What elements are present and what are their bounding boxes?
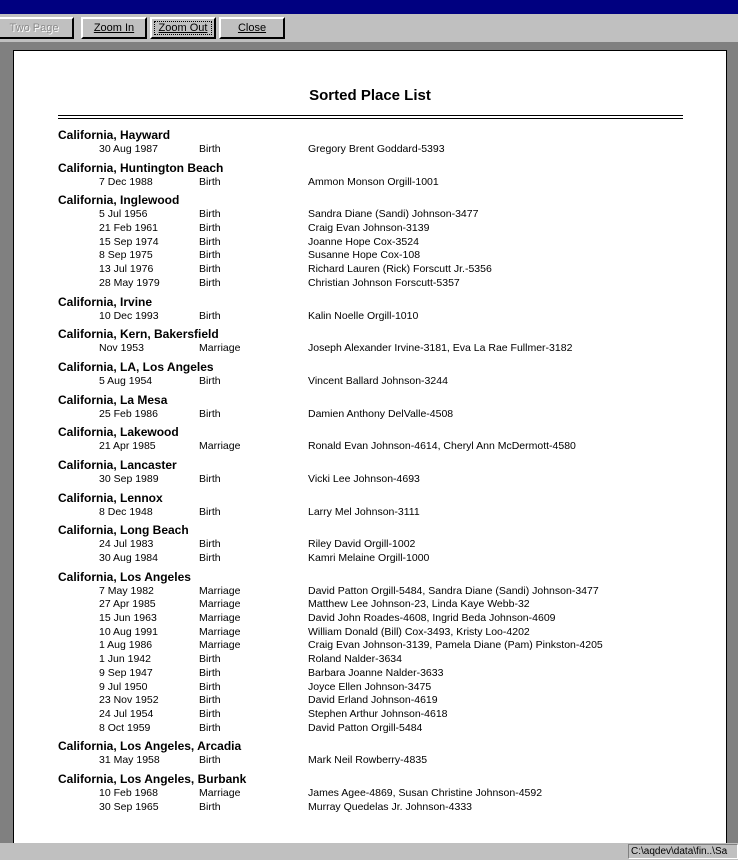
event-names: Gregory Brent Goddard-5393: [308, 143, 445, 155]
event-row: [58, 639, 708, 653]
event-row: [58, 681, 708, 695]
event-date: 10 Feb 1968: [99, 786, 158, 799]
event-names: Mark Neil Rowberry-4835: [308, 754, 428, 767]
zoom-out-button-label: Zoom Out: [158, 22, 208, 34]
page-title: Sorted Place List: [309, 87, 431, 104]
event-date: 30 Aug 1987: [99, 143, 158, 155]
event-names: Ronald Evan Johnson-4614, Cheryl Ann McDermott-4580: [308, 440, 576, 453]
event-date: 24 Jul 1983: [99, 538, 154, 551]
event-names: Roland Nalder-3634: [308, 653, 402, 666]
event-type: Marriage: [199, 612, 241, 625]
event-row: [58, 667, 708, 681]
two-page-button[interactable]: [0, 17, 74, 39]
event-row: [58, 222, 708, 236]
place-heading: California, Huntington Beach: [58, 160, 224, 175]
place-heading: California, Hayward: [58, 128, 171, 142]
place-group: [58, 569, 708, 736]
event-row: [58, 208, 708, 222]
event-type: Birth: [199, 472, 221, 485]
event-row: [58, 249, 708, 263]
event-names: David Patton Orgill-5484: [308, 721, 423, 734]
event-names: David Erland Johnson-4619: [308, 694, 438, 707]
event-date: 21 Apr 1985: [99, 440, 156, 453]
event-names: Craig Evan Johnson-3139, Pamela Diane (Pam) Pinkston-4205: [308, 639, 603, 652]
event-type: Marriage: [199, 598, 241, 611]
event-date: 27 Apr 1985: [99, 598, 156, 611]
place-heading: California, Inglewood: [58, 193, 180, 208]
event-type: Birth: [199, 407, 221, 420]
place-heading: California, Irvine: [58, 294, 153, 309]
place-group: [58, 294, 708, 324]
event-date: 9 Jul 1950: [99, 680, 148, 693]
event-date: 21 Feb 1961: [99, 222, 158, 235]
place-heading: California, Lakewood: [58, 425, 179, 440]
event-names: Riley David Orgill-1002: [308, 538, 416, 551]
event-type: Marriage: [199, 625, 241, 638]
event-type: Marriage: [199, 639, 241, 652]
event-date: 5 Jul 1956: [99, 208, 148, 221]
event-date: 8 Sep 1975: [99, 249, 153, 262]
event-date: 31 May 1958: [99, 754, 160, 767]
event-date: 8 Oct 1959: [99, 721, 151, 734]
event-date: 24 Jul 1954: [99, 707, 154, 720]
event-names: David John Roades-4608, Ingrid Beda Johnson-4609: [308, 612, 556, 625]
event-names: Craig Evan Johnson-3139: [308, 222, 430, 235]
event-names: James Agee-4869, Susan Christine Johnson-4592: [308, 786, 543, 799]
place-heading: California, Long Beach: [58, 523, 189, 538]
event-row: [58, 310, 708, 324]
event-row: [58, 342, 708, 356]
report-page[interactable]: [13, 50, 727, 852]
event-date: 5 Aug 1954: [99, 374, 153, 387]
event-names: David Patton Orgill-5484, Sandra Diane (Sandi) Johnson-3477: [308, 584, 599, 597]
close-button-label: Close: [237, 22, 267, 34]
two-page-button-label: Two Page: [9, 22, 59, 34]
event-date: 28 May 1979: [99, 276, 160, 289]
place-group: [58, 392, 708, 422]
event-date: 8 Dec 1948: [99, 505, 153, 518]
event-row: [58, 787, 708, 801]
event-row: [58, 375, 708, 389]
event-type: Birth: [199, 235, 221, 248]
place-group: [58, 192, 708, 290]
event-type: Marriage: [199, 342, 241, 355]
event-row: [58, 552, 708, 566]
close-button[interactable]: [219, 17, 285, 39]
zoom-out-button[interactable]: [150, 17, 216, 39]
event-names: Murray Quedelas Jr. Johnson-4333: [308, 800, 473, 813]
event-names: Joseph Alexander Irvine-3181, Eva La Rae Fullmer-3182: [308, 342, 573, 355]
place-group: [58, 490, 708, 520]
event-names: Richard Lauren (Rick) Forscutt Jr.-5356: [308, 263, 492, 276]
event-row: [58, 277, 708, 291]
zoom-in-button[interactable]: [81, 17, 147, 39]
event-names: Kalin Noelle Orgill-1010: [308, 309, 419, 322]
event-date: 10 Dec 1993: [99, 309, 159, 322]
event-names: Matthew Lee Johnson-23, Linda Kaye Webb-32: [308, 598, 530, 611]
event-names: Kamri Melaine Orgill-1000: [308, 552, 430, 564]
place-heading: California, La Mesa: [58, 392, 168, 407]
event-type: Birth: [199, 374, 221, 387]
zoom-in-button-label: Zoom In: [93, 22, 135, 34]
event-type: Birth: [199, 222, 221, 235]
place-heading: California, Los Angeles, Burbank: [58, 771, 247, 786]
event-row: [58, 408, 708, 422]
event-date: 7 Dec 1988: [99, 175, 153, 188]
window-title-bar: [0, 0, 738, 14]
event-type: Birth: [199, 175, 221, 188]
event-type: Birth: [199, 505, 221, 518]
event-row: [58, 506, 708, 520]
event-type: Birth: [199, 666, 221, 679]
event-type: Marriage: [199, 440, 241, 453]
event-date: 15 Sep 1974: [99, 235, 159, 248]
event-type: Birth: [199, 276, 221, 289]
event-row: [58, 236, 708, 250]
event-names: William Donald (Bill) Cox-3493, Kristy Loo-4202: [308, 625, 530, 638]
event-names: Vicki Lee Johnson-4693: [308, 472, 420, 485]
event-names: Sandra Diane (Sandi) Johnson-3477: [308, 208, 479, 221]
event-row: [58, 754, 708, 768]
event-date: 23 Nov 1952: [99, 694, 159, 707]
event-date: 15 Jun 1963: [99, 612, 157, 625]
event-date: 9 Sep 1947: [99, 666, 153, 679]
preview-toolbar: [0, 14, 738, 43]
event-type: Birth: [199, 208, 221, 221]
place-group: [58, 457, 708, 487]
event-row: [58, 626, 708, 640]
title-rule-top: [58, 115, 683, 116]
title-rule-bottom: [58, 118, 683, 119]
event-date: 7 May 1982: [99, 584, 154, 597]
place-group: [58, 738, 708, 768]
event-row: [58, 653, 708, 667]
event-type: Birth: [199, 309, 221, 322]
status-path: C:\aqdev\data\fin..\Sa: [628, 844, 738, 859]
event-type: Birth: [199, 653, 221, 666]
place-group: [58, 522, 708, 565]
event-type: Birth: [199, 721, 221, 734]
event-row: [58, 708, 708, 722]
event-row: [58, 440, 708, 454]
event-names: Ammon Monson Orgill-1001: [308, 175, 439, 188]
event-row: [58, 473, 708, 487]
event-names: Stephen Arthur Johnson-4618: [308, 707, 448, 720]
place-heading: California, Los Angeles, Arcadia: [58, 739, 242, 754]
event-names: Christian Johnson Forscutt-5357: [308, 276, 460, 289]
status-bar: [0, 843, 738, 860]
place-heading: California, Los Angeles: [58, 569, 191, 584]
place-heading: California, Lennox: [58, 490, 163, 505]
event-type: Birth: [199, 707, 221, 720]
event-date: 1 Aug 1986: [99, 639, 153, 652]
event-row: [58, 263, 708, 277]
event-row: [58, 143, 708, 157]
event-type: Birth: [199, 552, 221, 564]
event-date: Nov 1953: [99, 342, 144, 355]
event-row: [58, 801, 708, 815]
event-row: [58, 585, 708, 599]
event-row: [58, 538, 708, 552]
place-group: [58, 326, 708, 356]
event-names: Larry Mel Johnson-3111: [308, 505, 420, 518]
event-type: Birth: [199, 694, 221, 707]
event-names: Barbara Joanne Nalder-3633: [308, 666, 444, 679]
event-names: Joanne Hope Cox-3524: [308, 235, 419, 248]
place-heading: California, Kern, Bakersfield: [58, 327, 219, 342]
event-row: [58, 612, 708, 626]
event-names: Damien Anthony DelValle-4508: [308, 407, 454, 420]
event-type: Birth: [199, 143, 221, 155]
event-row: [58, 694, 708, 708]
event-row: [58, 722, 708, 736]
place-group: [58, 160, 708, 190]
event-date: 1 Jun 1942: [99, 653, 151, 666]
event-names: Vincent Ballard Johnson-3244: [308, 374, 448, 387]
event-type: Birth: [199, 249, 221, 262]
event-names: Susanne Hope Cox-108: [308, 249, 421, 262]
event-type: Marriage: [199, 786, 241, 799]
event-type: Birth: [199, 800, 221, 813]
event-date: 10 Aug 1991: [99, 625, 158, 638]
place-heading: California, LA, Los Angeles: [58, 359, 214, 374]
event-row: [58, 176, 708, 190]
event-type: Birth: [199, 754, 221, 767]
event-type: Birth: [199, 538, 221, 551]
place-heading: California, Lancaster: [58, 457, 177, 472]
event-type: Birth: [199, 263, 221, 276]
place-group: [58, 127, 708, 157]
place-group: [58, 424, 708, 454]
event-date: 30 Sep 1965: [99, 800, 159, 813]
event-type: Marriage: [199, 584, 241, 597]
event-date: 25 Feb 1986: [99, 407, 158, 420]
event-date: 30 Aug 1984: [99, 552, 158, 564]
event-date: 13 Jul 1976: [99, 263, 154, 276]
place-group: [58, 359, 708, 389]
event-row: [58, 598, 708, 612]
event-date: 30 Sep 1989: [99, 472, 159, 485]
event-type: Birth: [199, 680, 221, 693]
place-list: [58, 127, 708, 817]
place-group: [58, 771, 708, 814]
event-names: Joyce Ellen Johnson-3475: [308, 680, 432, 693]
